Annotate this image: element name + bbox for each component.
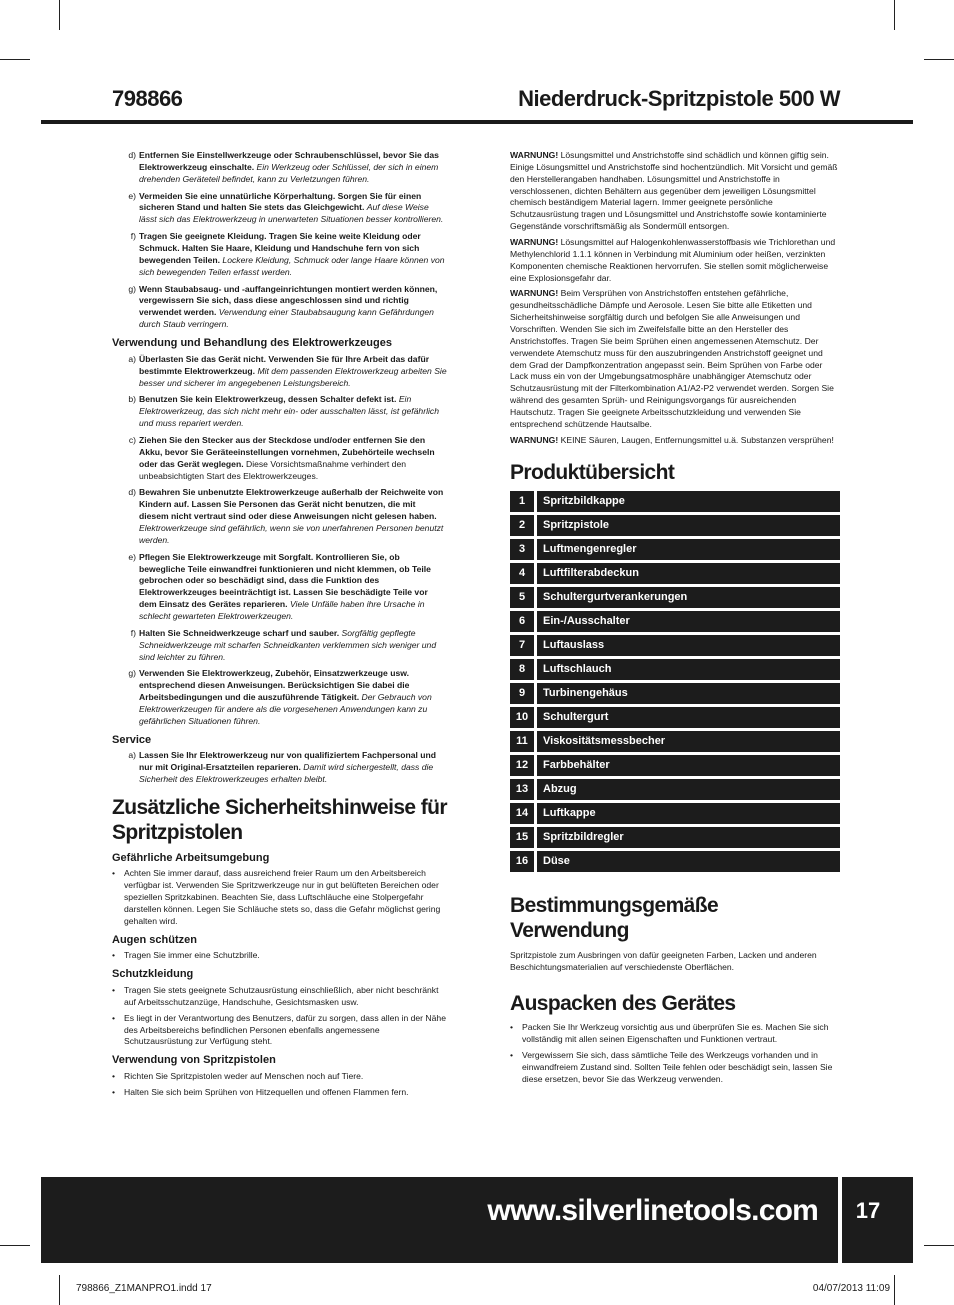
bullet-item bbox=[112, 1087, 447, 1099]
crop-mark bbox=[0, 1245, 30, 1246]
list-item bbox=[112, 231, 447, 278]
part-label: Turbinengehäus bbox=[537, 683, 840, 704]
part-label: Düse bbox=[537, 851, 840, 872]
page-number: 17 bbox=[855, 1198, 881, 1223]
item-italic: Ein Elektrowerkzeug, das sich nicht mehr ein- oder ausschalten lässt, ist gefährlich und muss repariert werden. bbox=[139, 394, 439, 429]
warning-paragraph bbox=[510, 237, 840, 284]
bullet-text: Halten Sie sich beim Sprühen von Hitzequellen und offenen Flammen fern. bbox=[124, 1086, 409, 1097]
parts-row bbox=[510, 635, 840, 656]
part-number: 8 bbox=[510, 659, 534, 680]
parts-row bbox=[510, 611, 840, 632]
item-text bbox=[139, 150, 447, 186]
bullet-item bbox=[112, 1071, 447, 1083]
personal-safety-list bbox=[112, 150, 447, 331]
bullet-text: Vergewissern Sie sich, dass sämtliche Teile des Werkzeugs vorhanden und in einwandfreiem Zustand sind. Sollten Teile fehlen oder beschädigt sein, lassen Sie diese ersetzen, bevor Sie das Werkzeug verwenden. bbox=[522, 1050, 833, 1084]
item-letter: g) bbox=[128, 283, 136, 294]
item-italic: Ein Werkzeug oder Schlüssel, der sich in einem drehenden Geräteteil befindet, kann zu Verletzungen führen. bbox=[139, 161, 439, 184]
item-letter: d) bbox=[128, 487, 136, 498]
list-item bbox=[112, 284, 447, 331]
subheading-augen: Augen schützen bbox=[112, 933, 197, 946]
part-label: Schultergurtverankerungen bbox=[537, 587, 840, 608]
warning-text: Lösungsmittel auf Halogenkohlenwasserstoffbasis wie Trichlorethan und Methylenchlorid 1.1.1 können in Verbindung mit Aluminium oder heißen, verzinkten Komponenten chemische Reaktionen hervorrufen. Sie stellen somit möglicherweise eine Explosionsgefahr dar. bbox=[510, 237, 836, 283]
list-item bbox=[112, 628, 447, 664]
bullet-icon: • bbox=[112, 1086, 116, 1097]
bullet-item bbox=[112, 868, 447, 927]
bullet-text: Es liegt in der Verantwortung des Benutzers, dafür zu sorgen, dass allen in der Nähe des Arbeitsbereichs befindlichen Personen ebenfalls angemessene Schutzausrüstung zur Verfügung steht. bbox=[124, 1012, 446, 1047]
list-item bbox=[112, 354, 447, 390]
parts-list bbox=[510, 491, 840, 872]
crop-mark bbox=[894, 0, 895, 30]
item-letter: b) bbox=[128, 394, 136, 405]
parts-row bbox=[510, 755, 840, 776]
warning-label: WARNUNG! bbox=[510, 237, 559, 248]
part-number: 5 bbox=[510, 587, 534, 608]
part-label: Farbbehälter bbox=[537, 755, 840, 776]
left-column bbox=[112, 150, 447, 1103]
bestimmung-text: Spritzpistole zum Ausbringen von dafür geeigneten Farben, Lacken und anderen Beschichtungsmaterialien auf verschiedenste Oberflächen. bbox=[510, 949, 817, 972]
subheading-schutzkleidung: Schutzkleidung bbox=[112, 968, 194, 981]
part-number: 1 bbox=[510, 491, 534, 512]
list-item bbox=[112, 191, 447, 227]
section-heading-zusatz: Zusätzliche Sicherheitshinweise für Spritzpistolen bbox=[112, 796, 447, 844]
item-text bbox=[139, 668, 447, 727]
part-label: Viskositätsmessbecher bbox=[537, 731, 840, 752]
parts-row bbox=[510, 779, 840, 800]
item-letter: a) bbox=[128, 750, 136, 761]
part-number: 9 bbox=[510, 683, 534, 704]
warning-label: WARNUNG! bbox=[510, 288, 559, 299]
header-rule bbox=[41, 120, 913, 124]
parts-row bbox=[510, 683, 840, 704]
list-item bbox=[112, 750, 447, 786]
bullet-icon: • bbox=[112, 950, 116, 961]
item-letter: a) bbox=[128, 353, 136, 364]
item-letter: e) bbox=[128, 190, 136, 201]
part-label: Spritzbildkappe bbox=[537, 491, 840, 512]
list-item bbox=[112, 552, 447, 623]
parts-row bbox=[510, 563, 840, 584]
parts-row bbox=[510, 491, 840, 512]
item-italic: Sorgfältig gepflegte Schneidwerkzeuge mit scharfen Schneidkanten verklemmen sich weniger und sind leichter zu führen. bbox=[139, 627, 437, 662]
item-text bbox=[139, 628, 447, 664]
bullet-icon: • bbox=[112, 984, 116, 995]
item-bold: Pflegen Sie Elektrowerkzeuge mit Sorgfalt. Kontrollieren Sie, ob bewegliche Teile einwandfrei funktionieren und nicht klemmen, ob Teile gebrochen oder so beschädigt sind, dass die Funktion des Elektrowerkzeuges beeinträchtigt ist. Lassen Sie beschädigte Teile vor dem Einsatz des Gerätes reparieren. bbox=[139, 551, 431, 610]
right-column bbox=[510, 150, 840, 1090]
item-plain: Diese Vorsichtsmaßnahme verhindert den unbeabsichtigten Start des Elektrowerkzeuges. bbox=[139, 458, 407, 481]
list-item bbox=[112, 435, 447, 482]
item-text bbox=[139, 231, 447, 278]
list-item bbox=[112, 150, 447, 186]
website-link[interactable]: www.silverlinetools.com bbox=[487, 1194, 818, 1227]
warning-paragraph bbox=[510, 288, 840, 430]
bullet-item bbox=[112, 985, 447, 1009]
bullet-icon: • bbox=[112, 1012, 116, 1023]
bullet-text: Tragen Sie immer eine Schutzbrille. bbox=[124, 950, 260, 961]
item-text bbox=[139, 394, 447, 430]
part-number: 13 bbox=[510, 779, 534, 800]
crop-mark bbox=[924, 59, 954, 60]
item-letter: f) bbox=[130, 231, 136, 242]
bullet-text: Achten Sie immer darauf, dass ausreichend freier Raum um den Arbeitsbereich verfügbar ist. Verwenden Sie Spritzwerkzeuge nur in gut belüfteten Bereichen oder speziellen Spritzkabinen. Beachten Sie, dass Luftschläuche eine Stolpergefahr darstellen können. Legen Sie Schläuche stets so, dass die Gefahr möglichst gering gehalten wird. bbox=[124, 868, 441, 926]
part-label: Abzug bbox=[537, 779, 840, 800]
crop-mark bbox=[59, 1275, 60, 1305]
item-text bbox=[139, 284, 447, 331]
bullet-text: Richten Sie Spritzpistolen weder auf Menschen noch auf Tiere. bbox=[124, 1071, 364, 1082]
item-bold: Entfernen Sie Einstellwerkzeuge oder Schraubenschlüssel, bevor Sie das Elektrowerkzeug einschalte. bbox=[139, 150, 439, 172]
part-number: 2 bbox=[510, 515, 534, 536]
warning-paragraph bbox=[510, 150, 840, 233]
crop-mark bbox=[0, 59, 30, 60]
bullet-item bbox=[112, 1013, 447, 1049]
list-item bbox=[112, 487, 447, 546]
bullet-icon: • bbox=[112, 1071, 116, 1082]
item-text bbox=[139, 191, 447, 227]
list-item bbox=[112, 394, 447, 430]
section-heading-auspacken: Auspacken des Gerätes bbox=[510, 991, 736, 1015]
item-text bbox=[139, 487, 447, 546]
warning-label: WARNUNG! bbox=[510, 150, 559, 160]
parts-row bbox=[510, 851, 840, 872]
part-label: Luftfilterabdeckun bbox=[537, 563, 840, 584]
bullet-text: Tragen Sie stets geeignete Schutzausrüstung einschließlich, aber nicht beschränkt auf Arbeitsschutzanzüge, Handschuhe, Gesichtsmasken usw. bbox=[124, 984, 439, 1007]
section-heading-produkt: Produktübersicht bbox=[510, 460, 675, 484]
item-letter: d) bbox=[128, 150, 136, 160]
item-bold: Bewahren Sie unbenutzte Elektrowerkzeuge außerhalb der Reichweite von Kindern auf. Lassen Sie Personen das Gerät nicht benutzen, die mit diesem nicht vertraut sind oder diese Anweisungen nicht gelesen haben. bbox=[139, 487, 444, 522]
part-number: 14 bbox=[510, 803, 534, 824]
item-bold: Wenn Staubabsaug- und -auffangeinrichtungen montiert werden können, vergewissern Sie sich, dass diese angeschlossen sind und richtig verwendet werden. bbox=[139, 283, 438, 318]
page-title: Niederdruck-Spritzpistole 500 W bbox=[518, 86, 840, 111]
list-item bbox=[112, 668, 447, 727]
item-italic: Mit dem passenden Elektrowerkzeug arbeiten Sie besser und sicherer im angegebenen Leistungsbereich. bbox=[139, 365, 447, 388]
parts-row bbox=[510, 803, 840, 824]
part-number: 7 bbox=[510, 635, 534, 656]
item-bold: Vermeiden Sie eine unnatürliche Körperhaltung. Sorgen Sie für einen sicheren Stand und halten Sie stets das Gleichgewicht. bbox=[139, 190, 422, 213]
bullet-item bbox=[112, 950, 447, 962]
section-heading-bestimmung: Bestimmungsgemäße Verwendung bbox=[510, 894, 719, 943]
parts-row bbox=[510, 707, 840, 728]
part-label: Ein-/Ausschalter bbox=[537, 611, 840, 632]
warning-text: KEINE Säuren, Laugen, Entfernungsmittel u.ä. Substanzen versprühen! bbox=[560, 434, 834, 445]
warning-text: Lösungsmittel und Anstrichstoffe sind schädlich und können giftig sein. Einige Lösungsmittel und Anstrichstoffe sind hochentzündlich. Mit Vorsicht und gemäß den Herstellerangaben handhaben. Lösungsmittel und Anstrichstoffe in verschlossenen, dichten Behältern aus gegenüber dem jeweiligen Lösungsmittel chemisch beständigem Material lagern. Immer geeignete persönliche Schutzausrüstung tragen und Lösungsmittel und Anstrichstoffe sowie kontaminierte Gegenstände vorschriftsmäßig als Sondermüll entsorgen. bbox=[510, 150, 838, 232]
item-italic: Lockere Kleidung, Schmuck oder lange Haare können von sich bewegenden Teilen erfasst werden. bbox=[139, 254, 445, 277]
part-number: 16 bbox=[510, 851, 534, 872]
item-italic: Auf diese Weise lässt sich das Elektrowerkzeug in unerwarteten Situationen besser kontrollieren. bbox=[139, 202, 444, 225]
item-text bbox=[139, 435, 447, 482]
item-italic: Der Gebrauch von Elektrowerkzeugen für andere als die vorgesehenen Anwendungen kann zu gefährlichen Situationen führen. bbox=[139, 692, 432, 726]
part-number: 15 bbox=[510, 827, 534, 848]
part-label: Luftmengenregler bbox=[537, 539, 840, 560]
part-number: 4 bbox=[510, 563, 534, 584]
crop-mark bbox=[894, 1275, 895, 1305]
part-number: 3 bbox=[510, 539, 534, 560]
bullet-icon: • bbox=[112, 868, 116, 879]
part-number: 12 bbox=[510, 755, 534, 776]
part-label: Luftschlauch bbox=[537, 659, 840, 680]
item-bold: Halten Sie Schneidwerkzeuge scharf und sauber. bbox=[139, 627, 340, 638]
item-italic: Verwendung einer Staubabsaugung kann Gefährdungen durch Staub verringern. bbox=[139, 307, 434, 330]
item-letter: c) bbox=[128, 434, 136, 445]
item-text bbox=[139, 750, 447, 786]
slug-filename: 798866_Z1MANPRO1.indd 17 bbox=[76, 1283, 212, 1294]
item-text bbox=[139, 552, 447, 623]
part-label: Schultergurt bbox=[537, 707, 840, 728]
part-label: Spritzbildregler bbox=[537, 827, 840, 848]
item-letter: e) bbox=[128, 551, 136, 562]
item-italic: Viele Unfälle haben ihre Ursache in schlecht gewarteten Elektrowerkzeugen. bbox=[139, 599, 425, 621]
part-number: 11 bbox=[510, 731, 534, 752]
item-bold: Lassen Sie Ihr Elektrowerkzeug nur von qualifiziertem Fachpersonal und nur mit Original-Ersatzteilen reparieren. bbox=[139, 750, 437, 773]
subheading-gefaehrliche: Gefährliche Arbeitsumgebung bbox=[112, 851, 270, 864]
part-label: Luftkappe bbox=[537, 803, 840, 824]
parts-row bbox=[510, 731, 840, 752]
bullet-item bbox=[510, 1022, 840, 1046]
bullet-text: Packen Sie Ihr Werkzeug vorsichtig aus und überprüfen Sie es. Machen Sie sich vollständig mit allen seinen Eigenschaften und Funktionen vertraut. bbox=[522, 1022, 829, 1045]
item-bold: Benutzen Sie kein Elektrowerkzeug, dessen Schalter defekt ist. bbox=[139, 394, 397, 405]
parts-row bbox=[510, 515, 840, 536]
bullet-icon: • bbox=[510, 1050, 514, 1061]
parts-row bbox=[510, 587, 840, 608]
part-number: 10 bbox=[510, 707, 534, 728]
bullet-item bbox=[510, 1050, 840, 1086]
product-code: 798866 bbox=[112, 86, 183, 111]
item-bold: Ziehen Sie den Stecker aus der Steckdose und/oder entfernen Sie den Akku, bevor Sie Geräteeinstellungen vornehmen, Zubehörteile wechseln oder das Gerät weglegen. bbox=[139, 434, 435, 469]
section-heading-service: Service bbox=[112, 733, 152, 746]
crop-mark bbox=[924, 1245, 954, 1246]
slug-date: 04/07/2013 11:09 bbox=[812, 1283, 890, 1294]
crop-mark bbox=[59, 0, 60, 30]
parts-row bbox=[510, 827, 840, 848]
item-italic: Elektrowerkzeuge sind gefährlich, wenn sie von unerfahrenen Personen benutzt werden. bbox=[139, 522, 444, 545]
item-letter: g) bbox=[128, 668, 136, 679]
parts-row bbox=[510, 539, 840, 560]
item-letter: f) bbox=[130, 627, 136, 638]
subheading-verwendung: Verwendung von Spritzpistolen bbox=[112, 1054, 276, 1067]
item-text bbox=[139, 354, 447, 390]
bullet-icon: • bbox=[510, 1022, 514, 1033]
part-label: Spritzpistole bbox=[537, 515, 840, 536]
warning-label: WARNUNG! bbox=[510, 434, 559, 445]
section-heading-use: Verwendung und Behandlung des Elektrowerkzeuges bbox=[112, 337, 392, 350]
part-number: 6 bbox=[510, 611, 534, 632]
item-bold: Verwenden Sie Elektrowerkzeug, Zubehör, Einsatzwerkzeuge usw. entsprechend diesen Anweisungen. Berücksichtigen Sie dabei die Arbeitsbedingungen und die auszuführende Tätigkeit. bbox=[139, 668, 410, 703]
item-bold: Überlasten Sie das Gerät nicht. Verwenden Sie für Ihre Arbeit das dafür bestimmte Elektrowerkzeug. bbox=[139, 353, 430, 376]
warning-text: Beim Versprühen von Anstrichstoffen entstehen gefährliche, gesundheitsschädliche Dämpfe und Aerosole. Lesen Sie bitte alle Etiketten und Sicherheitshinweise sorgfältig durch und befolgen Sie alle Anweisungen und Vorschriften. Wenden Sie sich im Zweifelsfalle bitte an den Hersteller des Anstrichstoffes. Tragen Sie beim Sprühen einen angemessenen Atemschutz. Der verwendete Atemschutz muss für den auszubringenden Anstrichstoff geeignet und dem Grad der Dampfkonzentration angepasst sein. Beim Sprühen von Farbe oder Lack muss ein von der Umgebungsatmosphäre unabhängiger Atemschutz oder Schutzausrüstung mit der Filterkombination A1/A2-P2 verwendet werden. Sorgen Sie während des gesamten Sprüh- und Reinigungsvorgangs für ausreichenden Hautschutz. Tragen Sie geeignete Arbeitsschutzkleidung und verwenden Sie entsprechend schützende Hautsalbe. bbox=[510, 288, 834, 429]
item-bold: Tragen Sie geeignete Kleidung. Tragen Sie keine weite Kleidung oder Schmuck. Halten Sie Haare, Kleidung und Handschuhe fern von sich bewegenden Teilen. bbox=[139, 231, 421, 265]
part-label: Luftauslass bbox=[537, 635, 840, 656]
use-list bbox=[112, 354, 447, 728]
item-italic: Damit wird sichergestellt, dass die Sicherheit des Elektrowerkzeuges erhalten bleibt. bbox=[139, 762, 434, 785]
warning-paragraph bbox=[510, 435, 840, 447]
parts-row bbox=[510, 659, 840, 680]
